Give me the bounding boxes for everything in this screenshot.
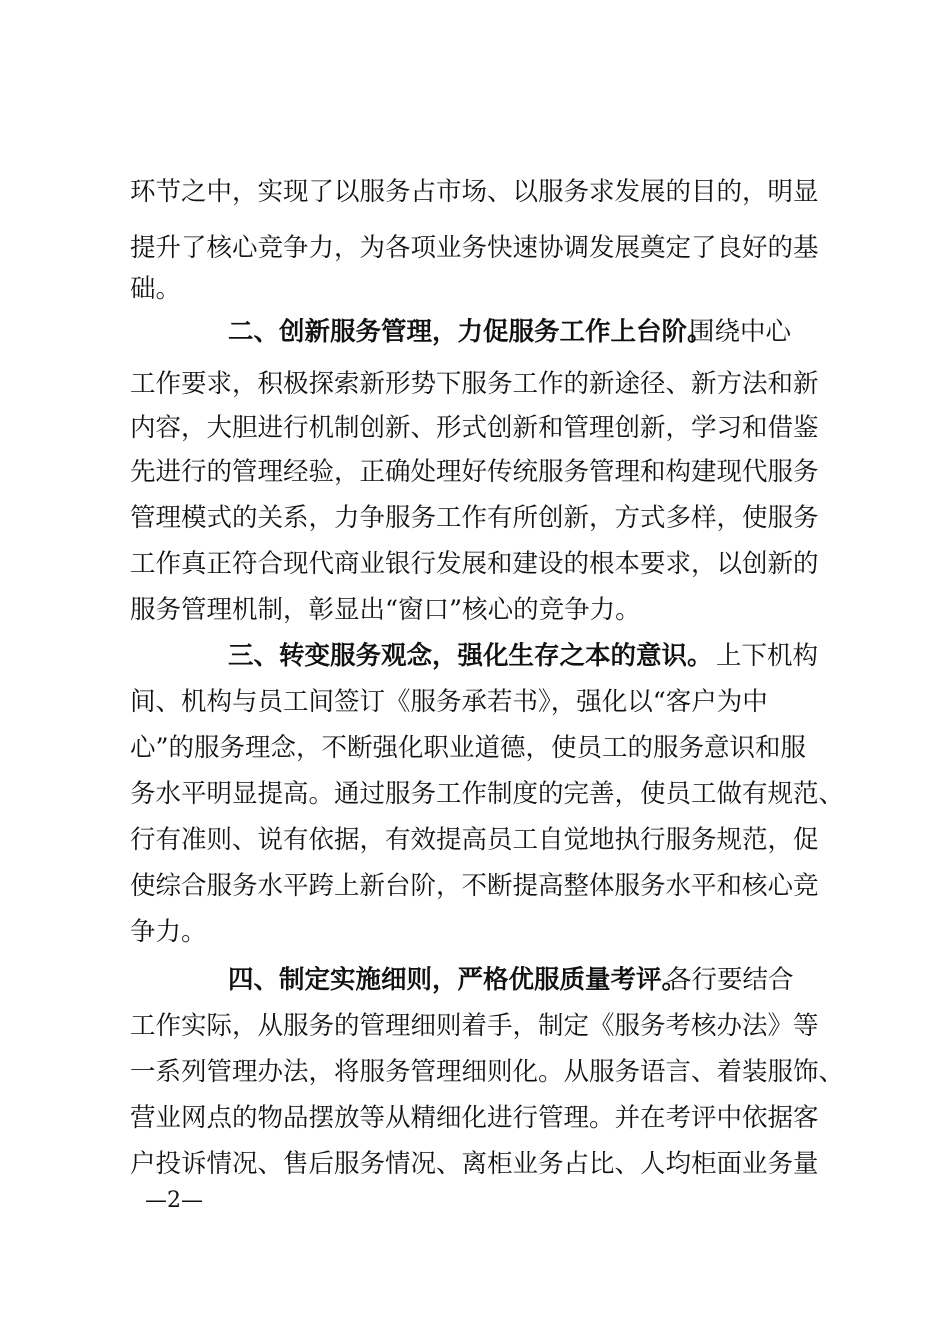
section-heading-4	[0, 960, 950, 1000]
text-line: 争力。	[130, 917, 207, 947]
text-line: 先进行的管理经验，正确处理好传统服务管理和构建现代服务	[130, 457, 819, 487]
page-number: —2—	[145, 1188, 203, 1213]
text-line: 环节之中，实现了以服务占市场、以服务求发展的目的，明显	[130, 177, 819, 207]
heading-title: 四、制定实施细则，严格优服质量考评。	[228, 965, 688, 995]
heading-continuation: 上下机构	[716, 641, 819, 671]
text-line: 营业网点的物品摆放等从精细化进行管理。并在考评中依据客	[130, 1103, 819, 1133]
text-line: 使综合服务水平跨上新台阶，不断提高整体服务水平和核心竞	[130, 871, 819, 901]
section-heading-2	[0, 312, 950, 352]
heading-title: 二、创新服务管理，力促服务工作上台阶。	[228, 317, 713, 347]
text-line: 间、机构与员工间签订《服务承若书》，强化以“客户为中	[130, 687, 768, 717]
heading-continuation: 围绕中心	[689, 317, 792, 347]
text-line: 内容，大胆进行机制创新、形式创新和管理创新，学习和借鉴	[130, 413, 819, 443]
heading-continuation: 各行要结合	[666, 965, 794, 995]
text-line: 提升了核心竞争力，为各项业务快速协调发展奠定了良好的基	[130, 233, 819, 263]
text-line: 工作实际，从服务的管理细则着手，制定《服务考核办法》等	[130, 1011, 819, 1041]
text-line: 一系列管理办法，将服务管理细则化。从服务语言、着装服饰、	[130, 1057, 845, 1087]
text-line: 行有准则、说有依据，有效提高员工自觉地执行服务规范，促	[130, 825, 819, 855]
text-line: 务水平明显提高。通过服务工作制度的完善，使员工做有规范、	[130, 779, 845, 809]
text-line: 户投诉情况、售后服务情况、离柜业务占比、人均柜面业务量	[130, 1149, 819, 1179]
text-line: 心”的服务理念，不断强化职业道德，使员工的服务意识和服	[130, 733, 807, 763]
text-line: 服务管理机制，彰显出“窗口”核心的竞争力。	[130, 595, 641, 625]
heading-title: 三、转变服务观念，强化生存之本的意识。	[228, 641, 713, 671]
text-line: 础。	[130, 274, 182, 304]
text-line: 管理模式的关系，力争服务工作有所创新，方式多样，使服务	[130, 503, 819, 533]
section-heading-3	[0, 636, 950, 676]
text-line: 工作要求，积极探索新形势下服务工作的新途径、新方法和新	[130, 369, 819, 399]
text-line: 工作真正符合现代商业银行发展和建设的根本要求，以创新的	[130, 549, 819, 579]
